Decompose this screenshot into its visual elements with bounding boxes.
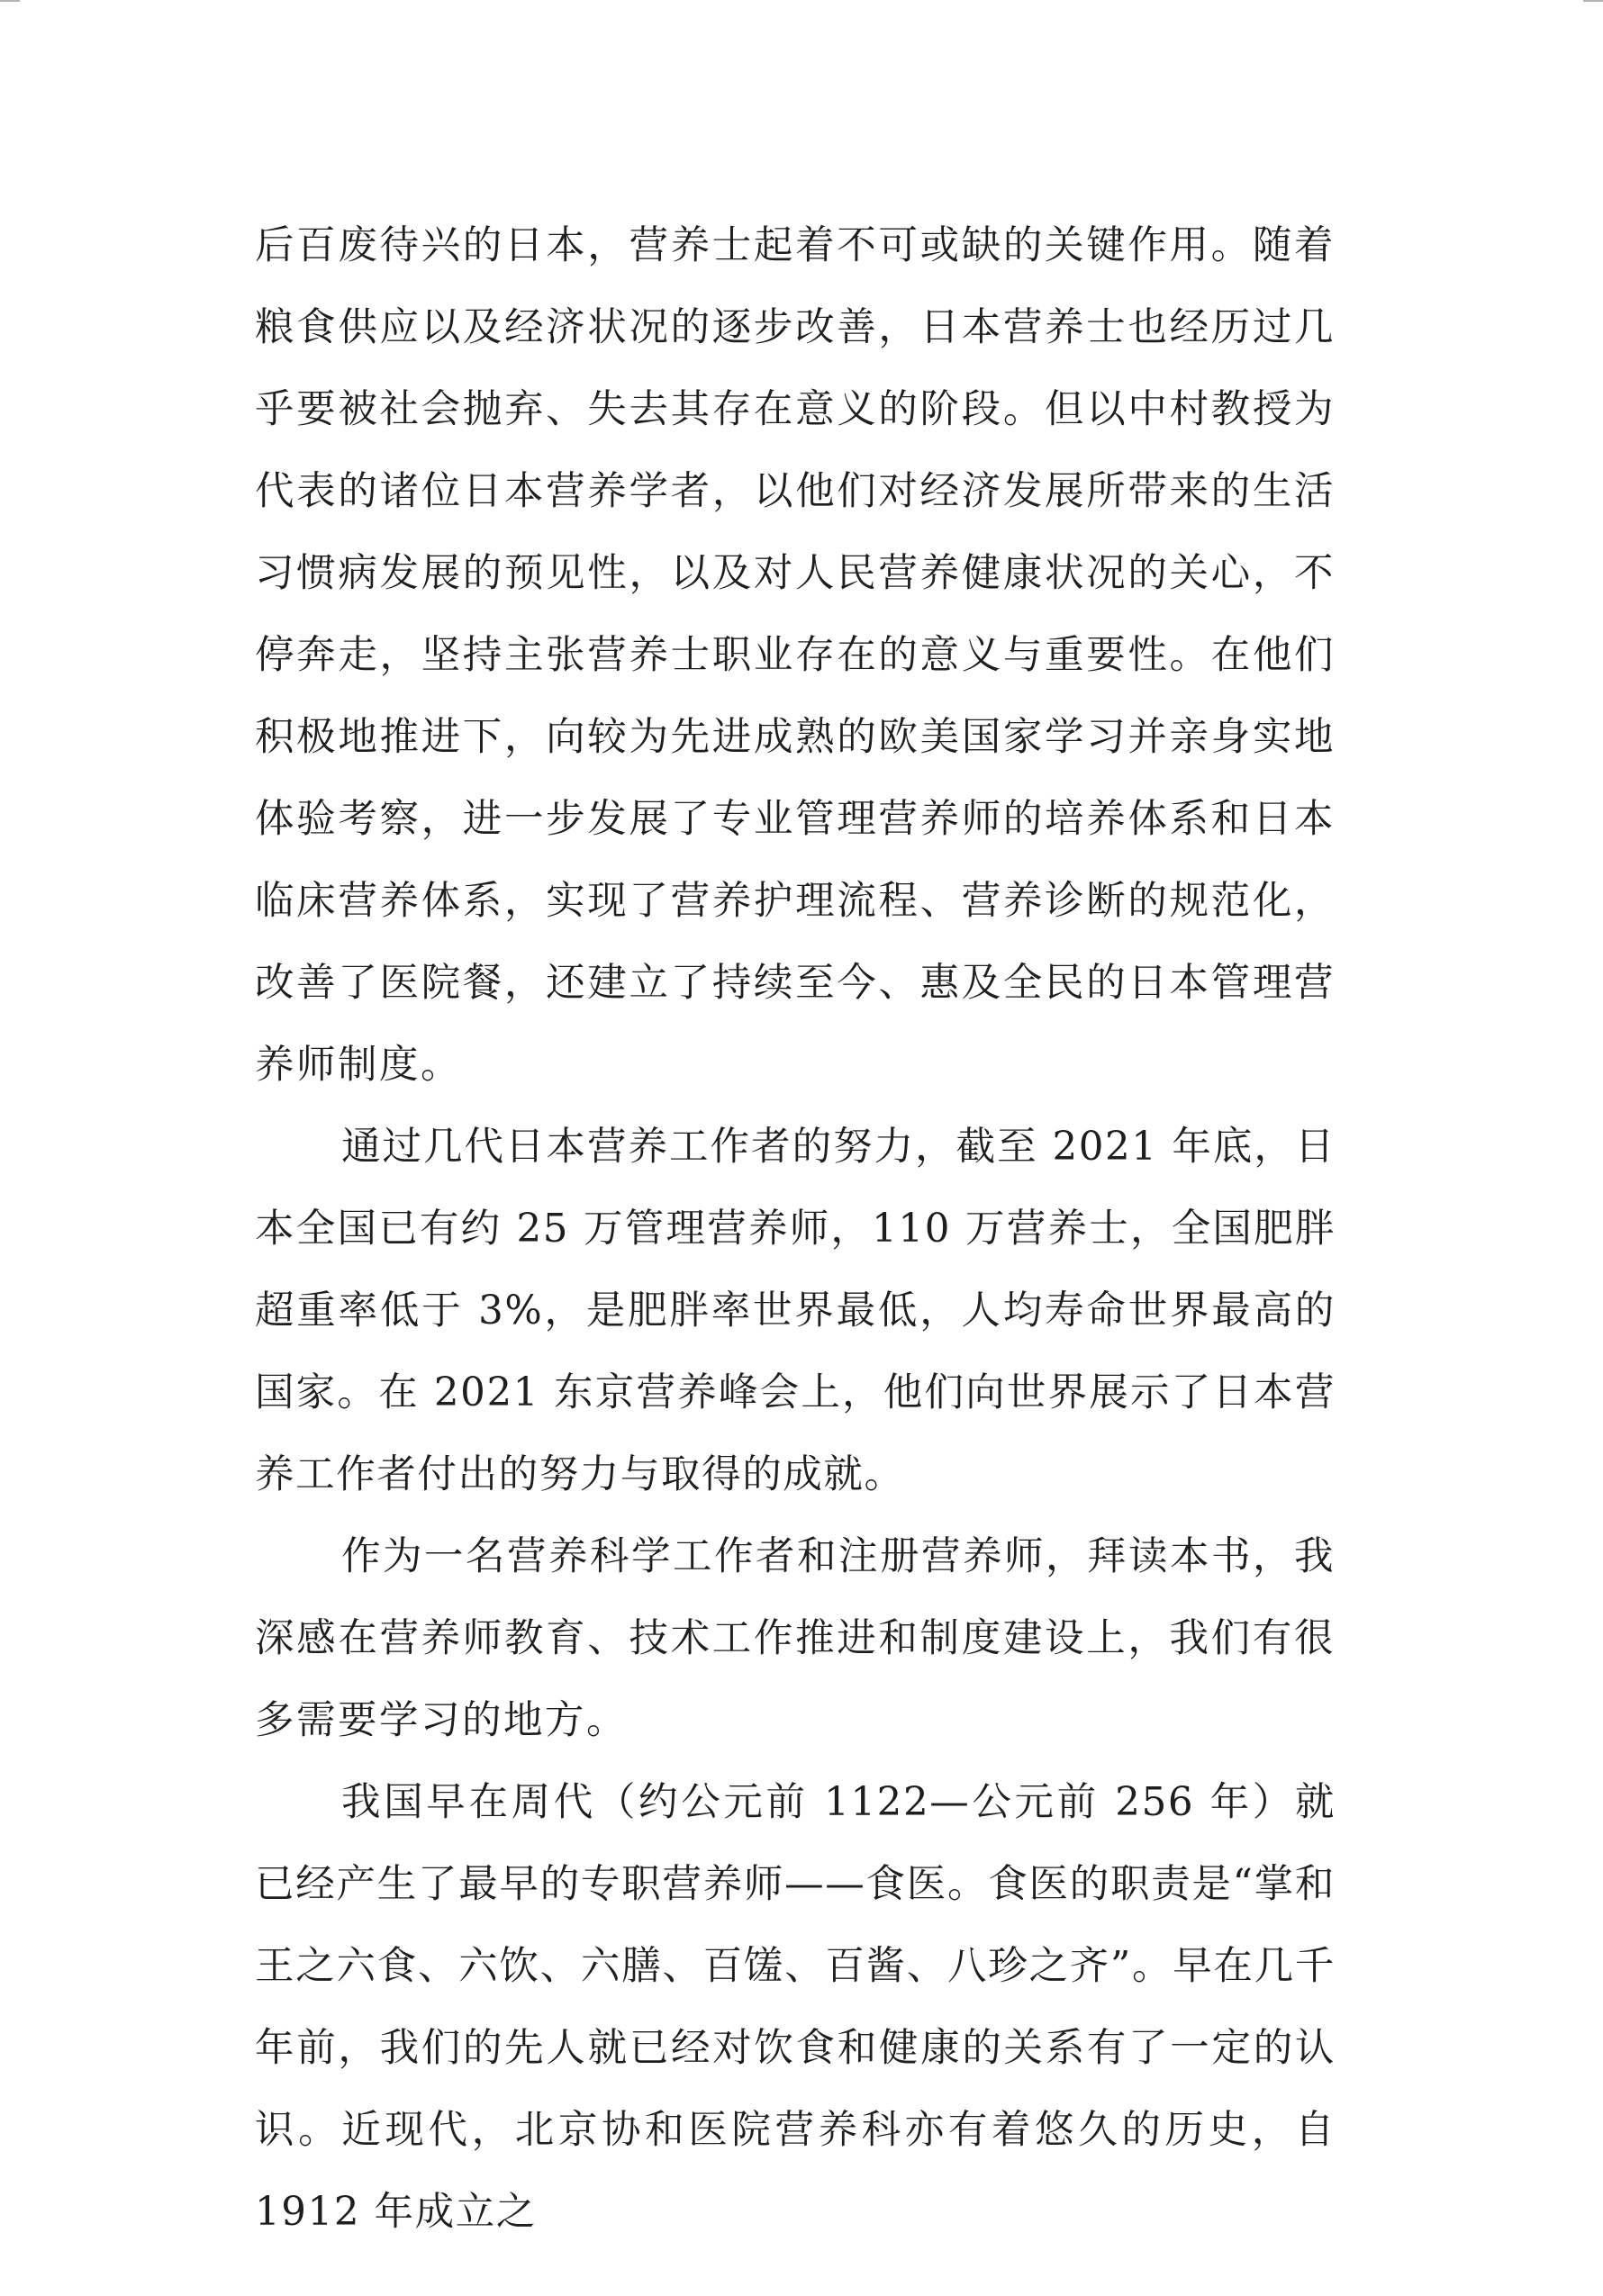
paragraph-history: 我国早在周代（约公元前 1122—公元前 256 年）就已经产生了最早的专职营养师——食医。食医的职责是“掌和王之六食、六饮、六膳、百馐、百酱、八珍之齐”。早在几千年前，我们的先人就已经对饮食和健康的关系有了一定的认识。近现代，北京协和医院营养科亦有着悠久的历史，自 1912 年成立之 bbox=[255, 1780, 1336, 2235]
paragraph-continuation: 后百废待兴的日本，营养士起着不可或缺的关键作用。随着粮食供应以及经济状况的逐步改善，日本营养士也经历过几乎要被社会抛弃、失去其存在意义的阶段。但以中村教授为代表的诸位日本营养学者，以他们对经济发展所带来的生活习惯病发展的预见性，以及对人民营养健康状况的关心，不停奔走，坚持主张营养士职业存在的意义与重要性。在他们积极地推进下，向较为先进成熟的欧美国家学习并亲身实地体验考察，进一步发展了专业管理营养师的培养体系和日本临床营养体系，实现了营养护理流程、营养诊断的规范化，改善了医院餐，还建立了持续至今、惠及全民的日本管理营养师制度。 bbox=[255, 223, 1336, 1088]
paragraph-reflection: 作为一名营养科学工作者和注册营养师，拜读本书，我深感在营养师教育、技术工作推进和制度建设上，我们有很多需要学习的地方。 bbox=[255, 1534, 1336, 1743]
body-text bbox=[255, 205, 1336, 2254]
paragraph-achievements: 通过几代日本营养工作者的努力，截至 2021 年底，日本全国已有约 25 万管理营养师，110 万营养士，全国肥胖超重率低于 3%，是肥胖率世界最低，人均寿命世界最高的国家。在 2021 东京营养峰会上，他们向世界展示了日本营养工作者付出的努力与取得的成就。 bbox=[255, 1125, 1336, 1497]
crop-mark-right bbox=[1583, 0, 1603, 2]
crop-mark-left bbox=[0, 0, 20, 2]
